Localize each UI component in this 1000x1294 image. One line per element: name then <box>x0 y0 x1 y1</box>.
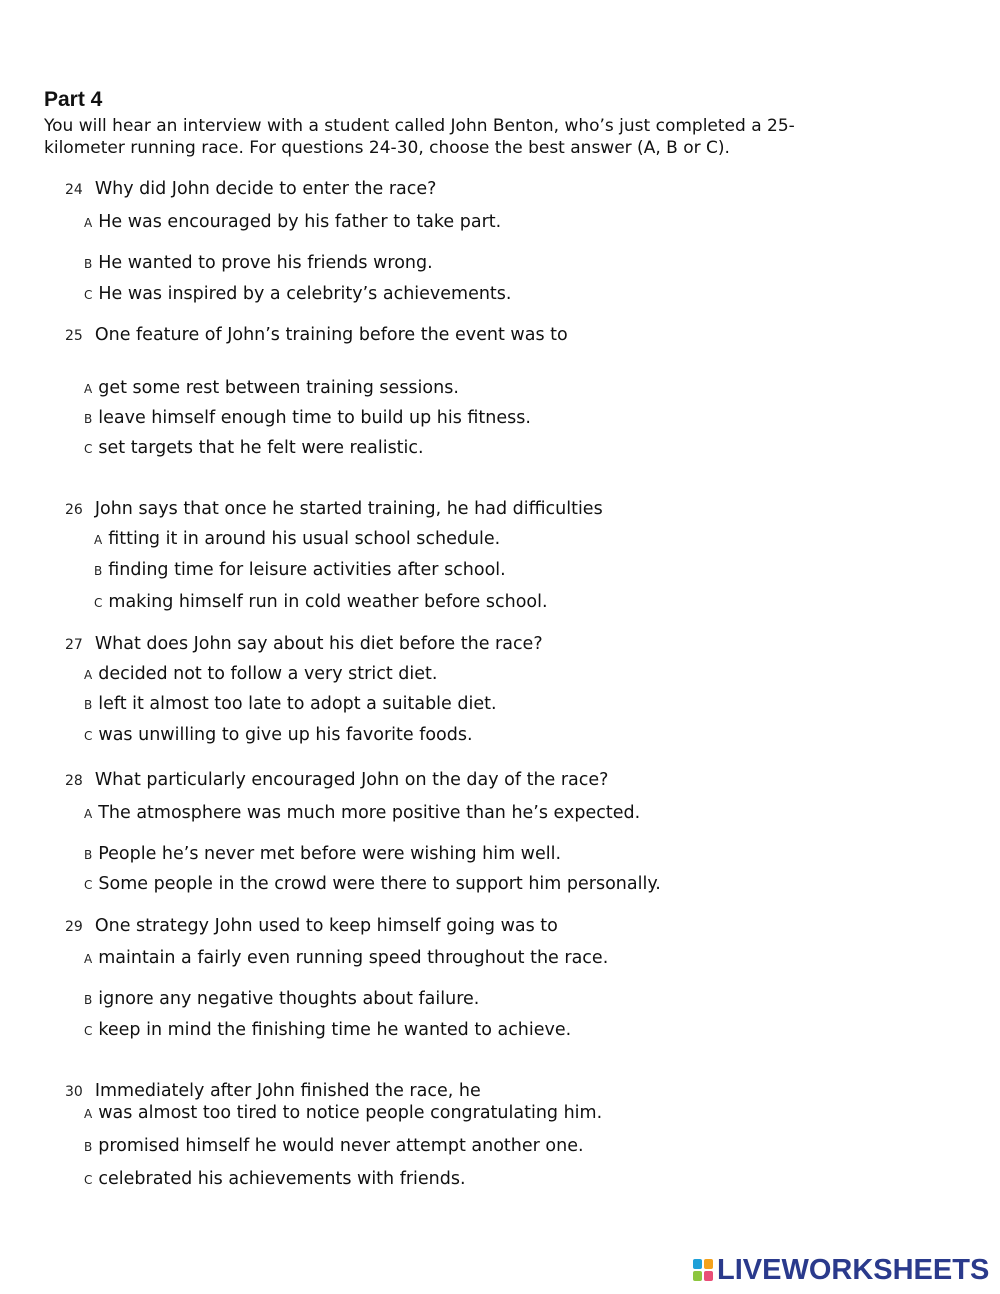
option-25-b[interactable] <box>84 408 531 428</box>
question-number: 28 <box>65 773 83 789</box>
option-28-a[interactable] <box>84 803 640 823</box>
instructions: You will hear an interview with a student called John Benton, who’s just completed a 25-kilometer running race. For questions 24-30, choose the best answer (A, B or C). <box>44 116 795 158</box>
option-letter: B <box>84 1140 93 1154</box>
question-number: 29 <box>65 919 83 935</box>
question-text: What does John say about his diet before the race? <box>94 634 543 654</box>
question-text: John says that once he started training, he had difficulties <box>94 499 603 519</box>
option-text: decided not to follow a very strict diet. <box>98 664 438 684</box>
option-24-b[interactable] <box>84 253 433 273</box>
question-number: 27 <box>65 637 83 653</box>
option-27-a[interactable] <box>84 664 437 684</box>
question-text: One feature of John’s training before the event was to <box>94 325 568 345</box>
option-24-c[interactable] <box>84 284 511 304</box>
option-27-b[interactable] <box>84 694 497 714</box>
option-29-a[interactable] <box>84 948 608 968</box>
option-27-c[interactable] <box>84 725 473 745</box>
option-letter: C <box>84 729 93 743</box>
question-24 <box>65 179 436 199</box>
question-number: 30 <box>65 1084 83 1100</box>
option-letter: B <box>94 564 103 578</box>
question-text: Why did John decide to enter the race? <box>94 179 437 199</box>
question-text: One strategy John used to keep himself going was to <box>94 916 558 936</box>
option-text: making himself run in cold weather before school. <box>108 592 548 612</box>
question-number: 25 <box>65 328 83 344</box>
question-number: 26 <box>65 502 83 518</box>
option-text: fitting it in around his usual school schedule. <box>108 529 501 549</box>
option-26-a[interactable] <box>94 529 500 549</box>
question-26 <box>65 499 603 519</box>
question-30 <box>65 1081 481 1101</box>
option-text: Some people in the crowd were there to support him personally. <box>98 874 661 894</box>
option-text: celebrated his achievements with friends. <box>98 1169 466 1189</box>
option-letter: B <box>84 993 93 1007</box>
option-text: maintain a fairly even running speed throughout the race. <box>98 948 609 968</box>
question-27 <box>65 634 543 654</box>
option-letter: B <box>84 257 93 271</box>
option-text: He was encouraged by his father to take part. <box>98 212 502 232</box>
option-letter: A <box>84 952 93 966</box>
option-25-a[interactable] <box>84 378 459 398</box>
option-text: set targets that he felt were realistic. <box>98 438 424 458</box>
logo-text: LIVEWORKSHEETS <box>717 1253 990 1286</box>
option-letter: B <box>84 698 93 712</box>
option-text: People he’s never met before were wishing him well. <box>98 844 562 864</box>
option-letter: C <box>84 1173 93 1187</box>
logo-tile-v <box>693 1271 702 1281</box>
question-25 <box>65 325 568 345</box>
question-text: Immediately after John finished the race, he <box>94 1081 481 1101</box>
question-29 <box>65 916 558 936</box>
option-text: get some rest between training sessions. <box>98 378 459 398</box>
option-text: He wanted to prove his friends wrong. <box>98 253 433 273</box>
option-letter: A <box>84 807 93 821</box>
option-24-a[interactable] <box>84 212 501 232</box>
option-letter: A <box>94 533 103 547</box>
option-30-b[interactable] <box>84 1136 584 1156</box>
option-letter: C <box>84 878 93 892</box>
option-letter: A <box>84 1107 93 1121</box>
option-letter: C <box>94 596 103 610</box>
logo-mark-icon <box>692 1258 714 1282</box>
option-29-c[interactable] <box>84 1020 571 1040</box>
option-text: promised himself he would never attempt another one. <box>98 1136 584 1156</box>
option-letter: C <box>84 1024 93 1038</box>
option-text: was unwilling to give up his favorite foods. <box>98 725 473 745</box>
logo-tile-l <box>693 1259 702 1269</box>
option-letter: C <box>84 442 93 456</box>
page-title: Part 4 <box>44 88 103 111</box>
option-26-c[interactable] <box>94 592 548 612</box>
option-29-b[interactable] <box>84 989 479 1009</box>
option-letter: C <box>84 288 93 302</box>
option-text: was almost too tired to notice people congratulating him. <box>98 1103 603 1123</box>
option-text: The atmosphere was much more positive than he’s expected. <box>98 803 641 823</box>
option-28-b[interactable] <box>84 844 561 864</box>
option-letter: A <box>84 668 93 682</box>
option-25-c[interactable] <box>84 438 424 458</box>
option-26-b[interactable] <box>94 560 506 580</box>
option-30-a[interactable] <box>84 1103 602 1123</box>
logo-tile-i <box>704 1259 713 1269</box>
option-text: He was inspired by a celebrity’s achievements. <box>98 284 512 304</box>
option-letter: B <box>84 848 93 862</box>
option-letter: A <box>84 216 93 230</box>
question-28 <box>65 770 608 790</box>
option-text: ignore any negative thoughts about failure. <box>98 989 480 1009</box>
option-text: finding time for leisure activities after school. <box>108 560 506 580</box>
option-text: left it almost too late to adopt a suitable diet. <box>98 694 497 714</box>
option-30-c[interactable] <box>84 1169 466 1189</box>
option-letter: A <box>84 382 93 396</box>
logo-tile-e <box>704 1271 713 1281</box>
liveworksheets-logo[interactable] <box>692 1254 989 1286</box>
option-28-c[interactable] <box>84 874 661 894</box>
question-number: 24 <box>65 182 83 198</box>
option-text: leave himself enough time to build up his fitness. <box>98 408 531 428</box>
option-text: keep in mind the finishing time he wanted to achieve. <box>98 1020 572 1040</box>
option-letter: B <box>84 412 93 426</box>
question-text: What particularly encouraged John on the day of the race? <box>94 770 609 790</box>
